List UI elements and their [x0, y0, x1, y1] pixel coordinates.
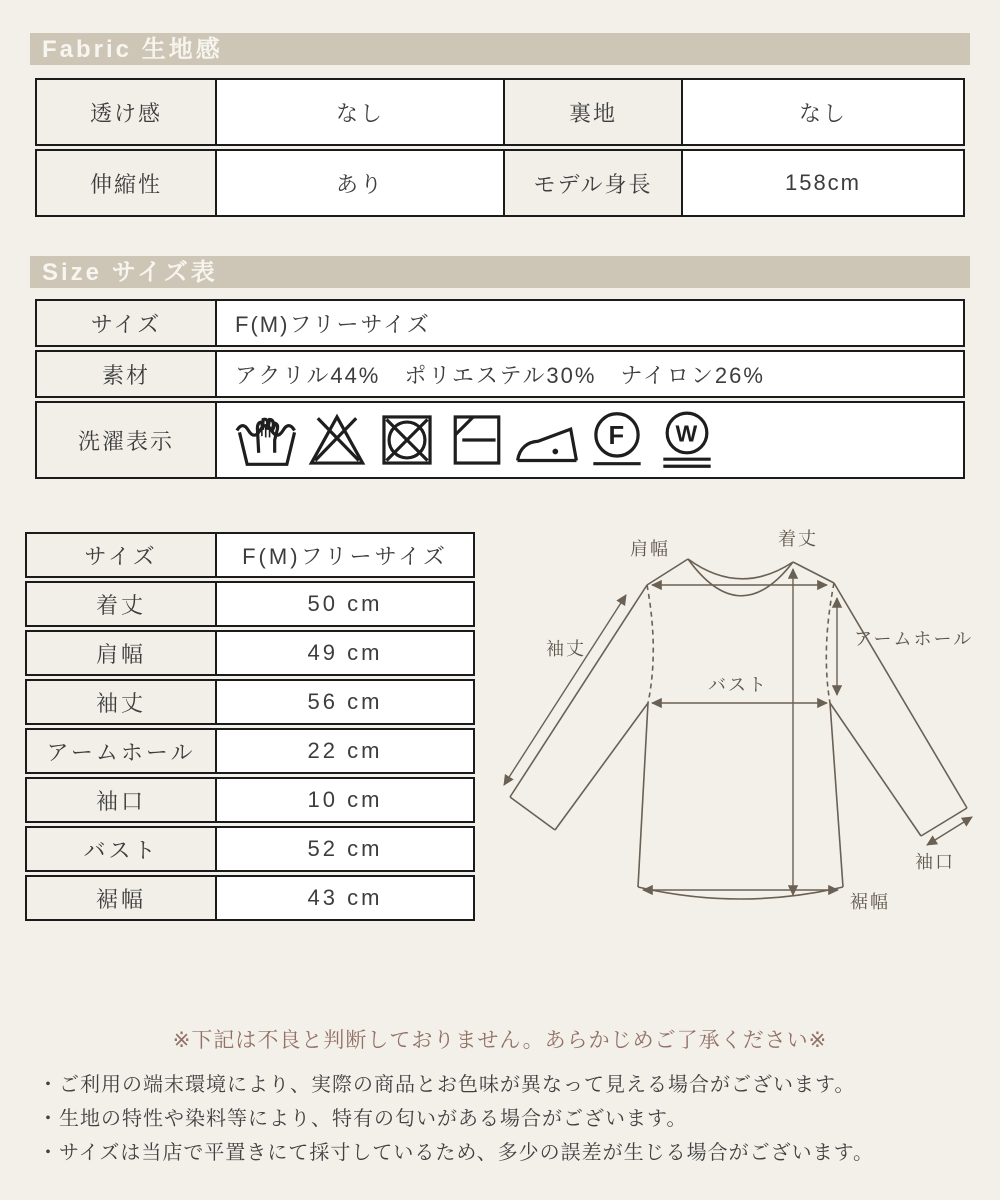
size-label: サイズ [37, 301, 215, 345]
dry-clean-petroleum-icon [585, 408, 649, 472]
measure-header-label: サイズ [27, 534, 215, 576]
table-row [35, 299, 965, 347]
fabric-table [35, 78, 965, 220]
measure-label-body-length: 着丈 [27, 583, 215, 625]
measure-label-sleeve: 袖丈 [27, 681, 215, 723]
wet-clean-icon [655, 408, 719, 472]
table-row [25, 875, 475, 921]
size-section-title: Size サイズ表 [42, 259, 218, 286]
fabric-label-lining: 裏地 [503, 80, 681, 144]
table-row [25, 826, 475, 872]
fabric-label-stretch: 伸縮性 [37, 151, 215, 215]
table-row [25, 532, 475, 578]
measure-value-shoulder: 49 cm [215, 632, 473, 674]
measure-header-value: F(M)フリーサイズ [215, 534, 473, 576]
table-row [35, 78, 965, 146]
table-row [35, 149, 965, 217]
measure-value-sleeve: 56 cm [215, 681, 473, 723]
diagram-label-sleeve: 袖丈 [546, 639, 586, 659]
diagram-label-body-length: 着丈 [778, 529, 818, 549]
measure-value-bust: 52 cm [215, 828, 473, 870]
note-item: ・生地の特性や染料等により、特有の匂いがある場合がございます。 [38, 1108, 688, 1130]
table-row [35, 350, 965, 398]
notes-list [38, 1068, 978, 1170]
fabric-label-sheerness: 透け感 [37, 80, 215, 144]
diagram-label-cuff: 袖口 [915, 852, 955, 872]
measure-arrows [504, 569, 972, 895]
iron-low-heat-icon [515, 408, 579, 472]
table-row [25, 581, 475, 627]
dry-in-shade-icon [445, 408, 509, 472]
measure-label-cuff: 袖口 [27, 779, 215, 821]
diagram-label-bust: バスト [708, 675, 768, 695]
care-symbols-cell [215, 403, 963, 477]
table-row [35, 401, 965, 479]
garment-outline [510, 559, 967, 899]
fabric-label-model-height: モデル身長 [503, 151, 681, 215]
table-row [25, 728, 475, 774]
diagram-label-hem: 裾幅 [850, 892, 890, 912]
measure-value-body-length: 50 cm [215, 583, 473, 625]
garment-measurement-diagram [480, 505, 1000, 945]
material-value: アクリル44% ポリエステル30% ナイロン26% [215, 352, 963, 396]
measure-label-shoulder: 肩幅 [27, 632, 215, 674]
fabric-section-title: Fabric 生地感 [42, 36, 223, 63]
note-item: ・ご利用の端末環境により、実際の商品とお色味が異なって見える場合がございます。 [38, 1074, 856, 1096]
fabric-value-model-height: 158cm [681, 151, 963, 215]
material-label: 素材 [37, 352, 215, 396]
measurement-table [25, 532, 475, 924]
diagram-label-armhole: アームホール [854, 629, 974, 649]
hand-wash-icon [235, 408, 299, 472]
table-row [25, 630, 475, 676]
do-not-tumble-dry-icon [375, 408, 439, 472]
note-item: ・サイズは当店で平置きにて採寸しているため、多少の誤差が生じる場合がございます。 [38, 1142, 874, 1164]
table-row [25, 679, 475, 725]
size-value: F(M)フリーサイズ [215, 301, 963, 345]
dry-clean-letter: F [608, 421, 626, 450]
care-label: 洗濯表示 [37, 403, 215, 477]
measure-value-hem: 43 cm [215, 877, 473, 919]
fabric-value-stretch: あり [215, 151, 503, 215]
measure-label-hem: 裾幅 [27, 877, 215, 919]
table-row [25, 777, 475, 823]
diagram-label-shoulder: 肩幅 [630, 539, 670, 559]
measure-label-armhole: アームホール [27, 730, 215, 772]
notes-title: ※下記は不良と判断しておりません。あらかじめご了承ください※ [172, 1029, 828, 1052]
fabric-section-header [30, 33, 970, 65]
measure-label-bust: バスト [27, 828, 215, 870]
fabric-value-sheerness: なし [215, 80, 503, 144]
measure-value-armhole: 22 cm [215, 730, 473, 772]
size-section-header [30, 256, 970, 288]
fabric-value-lining: なし [681, 80, 963, 144]
wet-clean-letter: W [675, 420, 699, 447]
care-symbol-strip [235, 408, 719, 472]
size-info-table [35, 299, 965, 482]
measure-value-cuff: 10 cm [215, 779, 473, 821]
do-not-bleach-icon [305, 408, 369, 472]
